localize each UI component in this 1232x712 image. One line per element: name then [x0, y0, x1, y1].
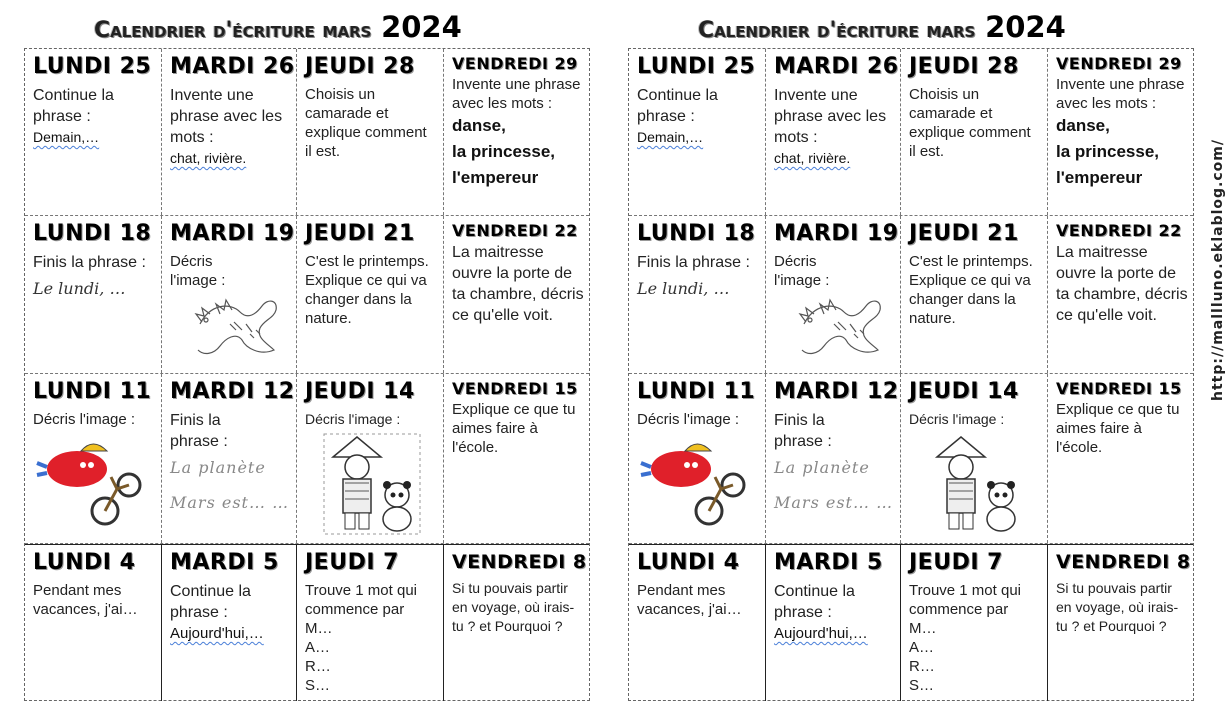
prompt-text: Pendant mes vacances, j'ai… [33, 582, 138, 618]
day-label: MARDI 5 [170, 550, 279, 575]
day-label: MARDI 5 [774, 550, 883, 575]
day-label: VENDREDI 8 [452, 551, 587, 573]
day-label: MARDI 26 [774, 54, 899, 79]
prompt-text: Si tu pouvais partir en voyage, où irais-tu ? et Pourquoi ? [1056, 580, 1179, 634]
prompt-text: Finis la phrase : [774, 412, 832, 450]
prompt-text: Finis la phrase : [637, 254, 750, 271]
week-row [25, 374, 589, 544]
prompt-example: Aujourd'hui,… [774, 625, 868, 642]
day-label: MARDI 26 [170, 54, 295, 79]
day-cell [25, 545, 162, 701]
day-cell [297, 216, 444, 373]
dragon-icon [794, 284, 894, 362]
title-year: 2024 [381, 10, 462, 44]
day-label: MARDI 19 [774, 221, 899, 246]
prompt-text: Décris l'image : [637, 411, 740, 428]
day-cell [1048, 374, 1195, 543]
day-label: JEUDI 14 [909, 379, 1019, 404]
child-and-panda-icon [927, 433, 1027, 537]
prompt-text: Décris l'image : [305, 411, 401, 427]
day-label: VENDREDI 15 [452, 379, 578, 398]
prompt-text: Invente une phrase avec les mots : [170, 87, 283, 146]
day-cell [444, 545, 591, 701]
week-row [629, 216, 1193, 374]
day-label: LUNDI 4 [637, 550, 740, 575]
day-label: LUNDI 11 [33, 379, 152, 404]
week-row [25, 544, 589, 701]
week-row [25, 49, 589, 216]
word-item: la princesse, [452, 142, 556, 161]
day-cell [629, 49, 766, 215]
word-item: danse, [452, 116, 506, 135]
letter-item: A… [305, 639, 331, 656]
day-cell [162, 216, 297, 373]
prompt-text: Choisis un camarade et explique comment il est. [305, 86, 427, 160]
week-row [629, 374, 1193, 544]
day-label: LUNDI 25 [33, 54, 152, 79]
day-cell [444, 216, 591, 373]
letter-item: A… [909, 639, 935, 656]
prompt-text: C'est le printemps. Explique ce qui va changer dans la nature. [909, 253, 1033, 327]
day-label: JEUDI 28 [909, 54, 1019, 79]
child-and-panda-icon [323, 433, 423, 537]
day-cell [297, 49, 444, 215]
site-url-text[interactable]: http://mallluno.eklablog.com/ [1210, 139, 1226, 401]
day-cell [629, 545, 766, 701]
letter-item: R… [909, 658, 935, 675]
letter-item: M… [305, 620, 333, 637]
cursive-start: Le lundi, … [637, 279, 730, 298]
prompt-text: Si tu pouvais partir en voyage, où irais-tu ? et Pourquoi ? [452, 580, 575, 634]
letter-item: S… [305, 677, 331, 694]
prompt-text: Trouve 1 mot qui commence par [305, 582, 417, 618]
word-item: l'empereur [452, 168, 539, 187]
day-cell [766, 49, 901, 215]
prompt-example: Demain,… [33, 129, 100, 145]
prompt-text: Choisis un camarade et explique comment il est. [909, 86, 1031, 160]
day-cell [25, 49, 162, 215]
day-cell [901, 216, 1048, 373]
prompt-text: Finis la phrase : [170, 412, 228, 450]
prompt-example: chat, rivière. [170, 150, 247, 166]
day-label: LUNDI 4 [33, 550, 136, 575]
day-cell [766, 374, 901, 543]
day-cell [629, 216, 766, 373]
cursive-start: Le lundi, … [33, 279, 126, 298]
prompt-text: Finis la phrase : [33, 254, 146, 271]
week-row [629, 49, 1193, 216]
day-cell [162, 374, 297, 543]
dragon-icon [190, 284, 290, 362]
day-cell [162, 49, 297, 215]
cursive-continue: Mars est… … [170, 493, 290, 512]
prompt-text: Invente une phrase avec les mots : [1056, 76, 1185, 112]
cursive-continue: Mars est… … [774, 493, 894, 512]
day-label: VENDREDI 15 [1056, 379, 1182, 398]
day-cell [901, 545, 1048, 701]
prompt-text: La maitresse ouvre la porte de ta chambre, décris ce qu'elle voit. [452, 244, 584, 324]
day-cell [162, 545, 297, 701]
prompt-text: Invente une phrase avec les mots : [774, 87, 887, 146]
day-cell [901, 49, 1048, 215]
day-label: VENDREDI 22 [1056, 221, 1182, 240]
day-label: MARDI 12 [774, 379, 899, 404]
word-item: danse, [1056, 116, 1110, 135]
day-label: JEUDI 28 [305, 54, 415, 79]
prompt-text: Continue la phrase : [637, 87, 718, 125]
day-cell [629, 374, 766, 543]
prompt-text: Décris l'image : [909, 411, 1005, 427]
day-label: JEUDI 7 [909, 550, 1003, 575]
calendar-title [94, 10, 534, 48]
day-cell [444, 374, 591, 543]
prompt-text: Explique ce que tu aimes faire à l'école. [452, 401, 576, 456]
week-row [629, 544, 1193, 701]
day-cell [444, 49, 591, 215]
prompt-text: Continue la phrase : [170, 583, 251, 621]
prompt-example: chat, rivière. [774, 150, 851, 166]
calendar-title [698, 10, 1138, 48]
day-label: MARDI 19 [170, 221, 295, 246]
day-cell [766, 216, 901, 373]
prompt-text: Continue la phrase : [33, 87, 114, 125]
day-cell [297, 374, 444, 543]
day-cell [901, 374, 1048, 543]
day-cell [1048, 216, 1195, 373]
day-label: VENDREDI 29 [1056, 54, 1182, 73]
prompt-text: C'est le printemps. Explique ce qui va changer dans la nature. [305, 253, 429, 327]
calendar-grid [628, 48, 1194, 701]
week-row [25, 216, 589, 374]
title-text: Calendrier d'écriture mars [94, 18, 372, 43]
day-label: JEUDI 21 [909, 221, 1019, 246]
day-label: JEUDI 7 [305, 550, 399, 575]
title-year: 2024 [985, 10, 1066, 44]
day-label: VENDREDI 22 [452, 221, 578, 240]
prompt-text: La maitresse ouvre la porte de ta chambre, décris ce qu'elle voit. [1056, 244, 1188, 324]
day-label: LUNDI 25 [637, 54, 756, 79]
prompt-example: Aujourd'hui,… [170, 625, 264, 642]
letter-item: M… [909, 620, 937, 637]
letter-item: R… [305, 658, 331, 675]
prompt-text: Continue la phrase : [774, 583, 855, 621]
cursive-start: La planète [774, 458, 870, 477]
prompt-text: Décris l'image : [170, 253, 226, 289]
prompt-text: Trouve 1 mot qui commence par [909, 582, 1021, 618]
prompt-text: Décris l'image : [33, 411, 136, 428]
day-label: MARDI 12 [170, 379, 295, 404]
day-label: LUNDI 18 [637, 221, 756, 246]
day-label: LUNDI 11 [637, 379, 756, 404]
word-item: la princesse, [1056, 142, 1160, 161]
prompt-text: Explique ce que tu aimes faire à l'école. [1056, 401, 1180, 456]
day-label: JEUDI 14 [305, 379, 415, 404]
site-url-vertical[interactable] [1206, 20, 1230, 520]
day-label: VENDREDI 8 [1056, 551, 1191, 573]
bike-monster-icon [637, 433, 753, 529]
day-label: VENDREDI 29 [452, 54, 578, 73]
day-cell [766, 545, 901, 701]
prompt-text: Invente une phrase avec les mots : [452, 76, 581, 112]
day-cell [25, 374, 162, 543]
prompt-text: Pendant mes vacances, j'ai… [637, 582, 742, 618]
title-text: Calendrier d'écriture mars [698, 18, 976, 43]
day-label: LUNDI 18 [33, 221, 152, 246]
prompt-example: Demain,… [637, 129, 704, 145]
bike-monster-icon [33, 433, 149, 529]
calendar-grid [24, 48, 590, 701]
prompt-text: Décris l'image : [774, 253, 830, 289]
day-cell [25, 216, 162, 373]
day-cell [1048, 49, 1195, 215]
word-item: l'empereur [1056, 168, 1143, 187]
letter-item: S… [909, 677, 935, 694]
day-cell [297, 545, 444, 701]
cursive-start: La planète [170, 458, 266, 477]
day-label: JEUDI 21 [305, 221, 415, 246]
day-cell [1048, 545, 1195, 701]
